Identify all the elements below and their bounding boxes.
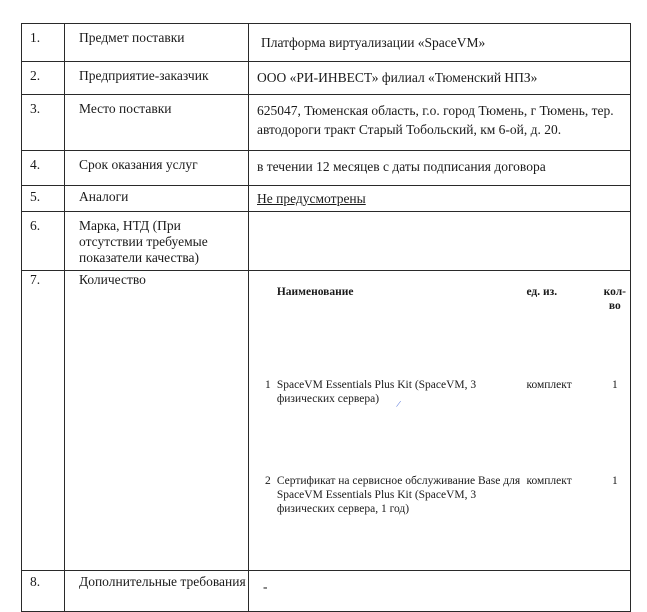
row-label: Количество [65,271,249,571]
row-number: 8. [22,571,65,612]
pen-mark: / [395,398,402,411]
row-number: 6. [22,212,65,271]
row-quantity [22,271,631,571]
row-label: Дополнительные требования [65,571,249,612]
row-value [249,212,631,271]
row-value: в течении 12 месяцев с даты подписания договора [249,151,631,186]
row-number: 3. [22,95,65,151]
row-label: Предприятие-заказчик [65,62,249,95]
item-number: 2 [265,475,271,487]
row-label: Предмет поставки [65,24,249,62]
item-unit: комплект [526,379,572,391]
item-row [257,474,626,570]
header-qty: кол-во [603,286,626,312]
item-name: Сертификат на сервисное обслуживание Base для SpaceVM Essentials Plus Kit (SpaceVM, 3 физических сервера, 1 год) [276,475,521,515]
row-value: - [263,579,268,594]
row-number: 1. [22,24,65,62]
row-number: 5. [22,186,65,212]
item-qty: 1 [611,379,618,391]
row-subject [22,24,631,62]
row-value: ООО «РИ-ИНВЕСТ» филиал «Тюменский НПЗ» [249,62,631,95]
row-label: Аналоги [65,186,249,212]
row-customer [22,62,631,95]
row-analogs [22,186,631,212]
row-label: Место поставки [65,95,249,151]
items-header [257,285,626,378]
row-additional [22,571,631,612]
row-label: Марка, НТД (При отсутствии требуемые показатели качества) [65,212,249,271]
row-delivery-place [22,95,631,151]
row-service-term [22,151,631,186]
row-number: 7. [22,271,65,571]
item-number: 1 [265,379,271,391]
row-label: Срок оказания услуг [65,151,249,186]
row-brand [22,212,631,271]
specification-table [21,23,631,612]
item-unit: комплект [526,475,572,487]
header-name: Наименование [276,286,354,298]
row-number: 2. [22,62,65,95]
row-value: Не предусмотрены [257,191,366,206]
row-value: Платформа виртуализации «SpaceVM» [249,24,631,62]
row-value: 625047, Тюменская область, г.о. город Тюмень, г Тюмень, тер. автодороги тракт Старый Тобольский, км 6-ой, д. 20. [249,95,631,151]
item-name: SpaceVM Essentials Plus Kit (SpaceVM, 3 физических сервера) [276,379,477,405]
header-unit: ед. из. [526,286,558,298]
items-table [257,285,626,570]
item-qty: 1 [611,475,618,487]
row-number: 4. [22,151,65,186]
item-row [257,378,626,474]
